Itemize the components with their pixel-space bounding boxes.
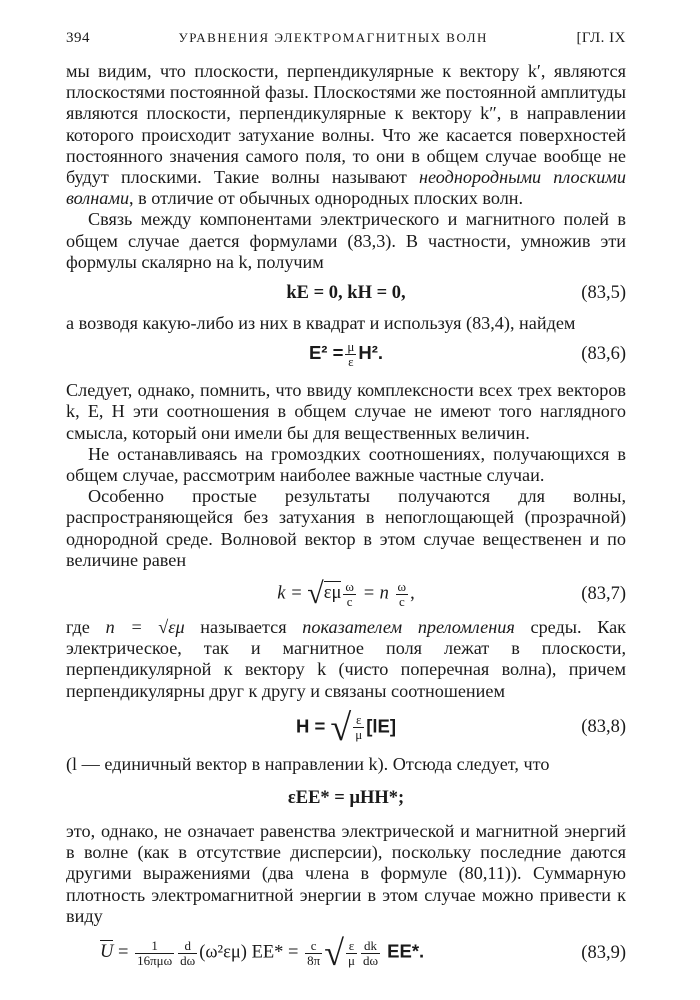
equation-number: (83,8) <box>581 717 626 738</box>
equation-number: (83,9) <box>581 942 626 963</box>
equation-83-8: H = √ $\frac{\varepsilon}{\mu}$ [lE] (83,8) <box>295 706 626 749</box>
page-number: 394 <box>66 30 90 46</box>
equation-83-5: kE = 0, kH = 0, (83,5) <box>286 282 626 303</box>
equation-unnumbered: εEE* = μHH*; <box>287 787 405 808</box>
paragraph-6: Особенно простые результаты получаются для волны, распространяющейся без затухания в непоглощающей (прозрачной) однородной среде. Волновой вектор в этом случае вещественен и по величине равен <box>66 486 626 570</box>
emphasis-term: показателем преломления <box>302 617 515 638</box>
equation-number: (83,7) <box>581 583 626 604</box>
page <box>66 30 626 979</box>
paragraph-5: Не останавливаясь на громоздких соотношениях, получающихся в общем случае, рассмотрим наиболее важные частные случаи. <box>66 443 626 486</box>
running-title: УРАВНЕНИЯ ЭЛЕКТРОМАГНИТНЫХ ВОЛН <box>178 30 488 45</box>
equation-83-7: k = √εμ $\frac{\omega}{c}$ = n $\frac{\omega}{c}$ , (83,7) <box>277 577 626 611</box>
paragraph-3: а возводя какую-либо из них в квадрат и используя (83,4), найдем <box>66 313 576 334</box>
paragraph-7: где n = √εμ называется показателем преломления среды. Как электрическое, так и магнитное поля лежат в плоскости, перпендикулярной к вектору k (чисто поперечная волна), причем перпендикулярны друг к другу и связаны соотношением <box>66 617 627 701</box>
running-header <box>66 30 626 47</box>
paragraph-9: это, однако, не означает равенства электрической и магнитной энергий в волне (как в отсутствие дисперсии), поскольку последние даются другими выражениями (два члена в формуле (80,11)). Суммарную плотность электромагнитной энергии в этом случае можно привести к виду <box>66 821 626 926</box>
paragraph-8: (l — единичный вектор в направлении k). Отсюда следует, что <box>66 753 550 774</box>
paragraph-4: Следует, однако, помнить, что ввиду комплексности всех трех векторов k, E, H эти соотношения в общем случае не имеют того наглядного смысла, который они имели бы для вещественных величин. <box>66 380 626 443</box>
paragraph-1: мы видим, что плоскости, перпендикулярные к вектору k′, являются плоскостями постоянной фазы. Плоскостями же постоянной амплитуды являются плоскости, перпендикулярные к вектору k″, в направлении которого происходит затухание волны. Что же касается поверхностей постоянного значения самого поля, то они в общем случае вообще не будут плоскими. Такие волны называют неоднородными плоскими волнами, в отличие от обычных однородных плоских волн. <box>66 61 627 209</box>
equation-83-6: E² = $\frac{\mu}{\varepsilon}$ H². (83,6) <box>308 338 626 369</box>
refractive-index-formula: n = √εμ <box>105 617 185 638</box>
emphasis-term: неоднородными плоскими волнами <box>66 167 627 209</box>
equation-number: (83,5) <box>581 282 626 303</box>
paragraph-2: Связь между компонентами электрического и магнитного полей в общем случае дается формулами (83,3). В частности, умножив эти формулы скалярно на k, получим <box>66 209 626 272</box>
equation-number: (83,6) <box>581 343 626 364</box>
chapter-label: [ГЛ. IX <box>576 30 626 46</box>
equation-83-9: U = $\frac{1}{\text{16πμω}}$ $\frac{d}{d\omega}$ (ω²εμ) EE* = $\frac{c}{8\pi}$ √ $\frac{\varepsilon}{\mu}$ $\frac{dk}{d\omega}$ EE*. (83,9) <box>100 933 626 974</box>
